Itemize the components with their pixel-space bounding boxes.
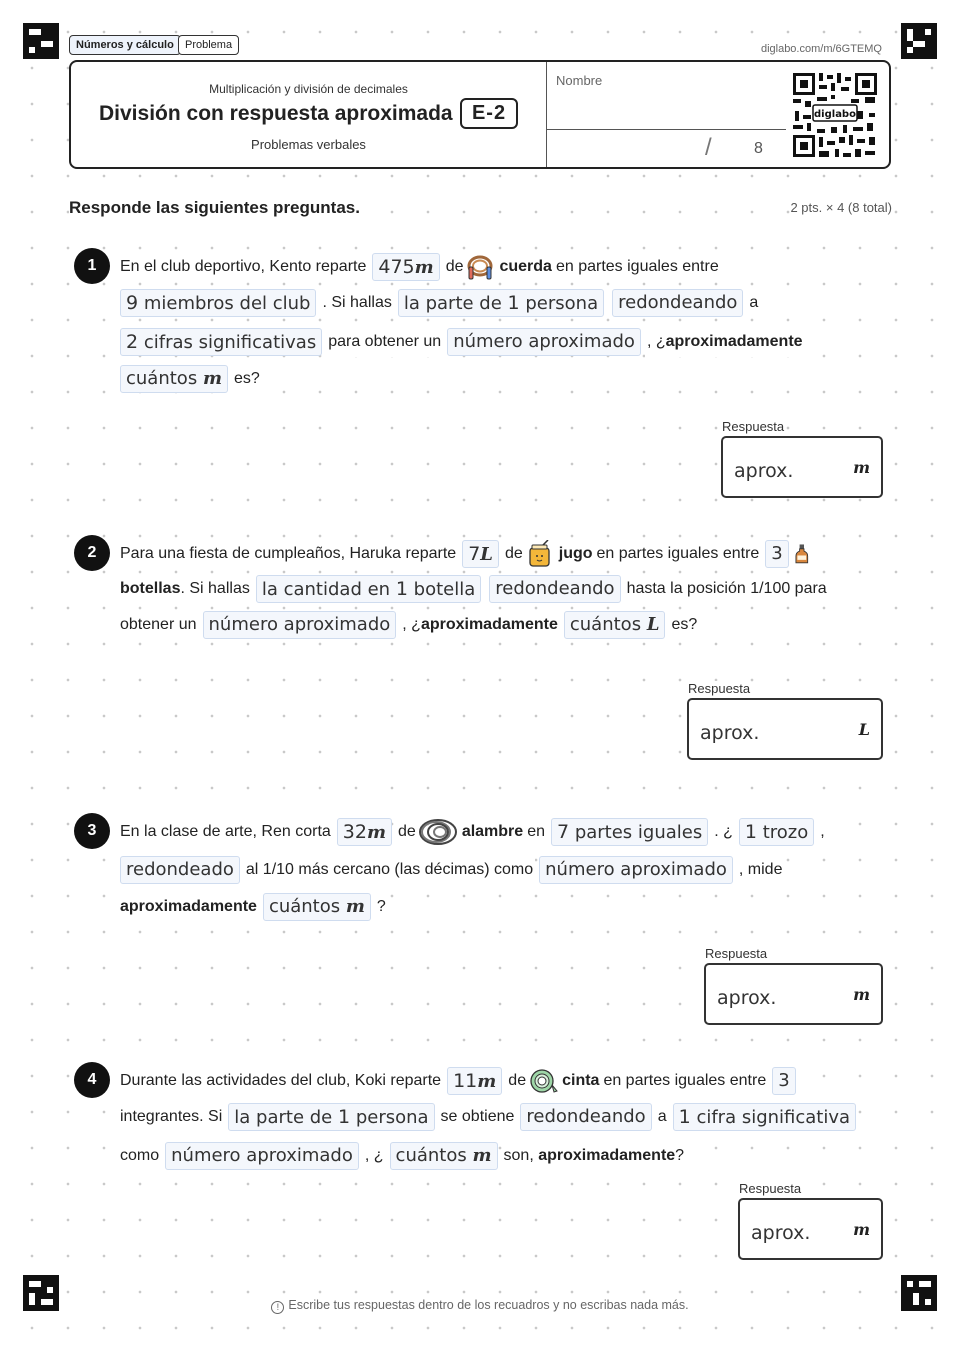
q4-share-count: 1	[337, 1106, 351, 1128]
q4-text: , ¿	[363, 1141, 386, 1171]
q2-box-approx: número aproximado	[203, 611, 397, 639]
q4-text: de	[506, 1066, 528, 1096]
q1-text: a	[747, 288, 760, 318]
info-icon: !	[271, 1301, 284, 1314]
q4-bold-text: aproximadamente	[538, 1147, 676, 1164]
q2-quantity-unit: L	[480, 544, 493, 565]
q1-quantity: 475	[378, 256, 415, 278]
q1-line-3	[118, 327, 805, 357]
q4-text: Durante las actividades del club, Koki reparte	[118, 1066, 443, 1096]
q3-text: . ¿	[712, 817, 735, 847]
q3-text: al 1/10 más cercano (las décimas) como	[244, 855, 535, 885]
q3-text: ,	[818, 817, 826, 847]
q1-text: para obtener un	[326, 327, 443, 357]
q1-text-punct: , ¿	[646, 333, 666, 350]
bottle-icon	[793, 540, 815, 568]
juice-icon	[525, 540, 555, 568]
answer-unit: m	[853, 458, 870, 477]
q4-text: integrantes. Si	[118, 1102, 224, 1132]
worksheet-code: E-2	[460, 98, 518, 129]
q1-quantity-unit: m	[414, 257, 434, 278]
q1-text: de	[444, 252, 466, 282]
q2-text: Para una fiesta de cumpleaños, Haruka reparte	[118, 539, 458, 569]
q4-share-unit: persona	[355, 1107, 429, 1128]
answer-box-3[interactable]	[704, 963, 883, 1025]
question-number-4: 4	[74, 1062, 110, 1098]
q3-piece-count: 1	[744, 821, 757, 843]
score-field[interactable]	[546, 130, 786, 167]
q1-text: . Si hallas	[320, 288, 393, 318]
q2-box-howmany	[564, 611, 666, 639]
q4-item: cinta	[560, 1066, 601, 1096]
header-subtitle: Multiplicación y división de decimales	[209, 82, 408, 96]
q1-text: en partes iguales entre	[554, 252, 721, 282]
q2-text: de	[503, 539, 525, 569]
worksheet-url: diglabo.com/m/6GTEMQ	[760, 43, 882, 55]
q4-box-sigfig	[673, 1103, 856, 1131]
q1-line-2	[118, 288, 760, 318]
q4-text: como	[118, 1141, 161, 1171]
q2-text	[400, 610, 560, 640]
q2-line-3	[118, 610, 699, 640]
q4-share-label: la parte de	[234, 1107, 333, 1128]
q1-share-label: la parte de	[403, 293, 502, 314]
answer-prefix: aprox.	[734, 460, 794, 482]
q1-share-unit: persona	[525, 293, 599, 314]
q2-amount-unit: botella	[413, 579, 476, 600]
name-field[interactable]	[546, 62, 786, 130]
points-summary: 2 pts. × 4 (8 total)	[790, 200, 892, 215]
tape-roll-icon	[528, 1067, 558, 1095]
q2-howmany-label: cuántos	[569, 614, 642, 635]
corner-marker-top-left	[23, 23, 59, 59]
header-topic: Problemas verbales	[251, 137, 366, 152]
qr-code-icon	[791, 71, 879, 159]
type-tag: Problema	[178, 35, 239, 55]
q2-quantity-box	[462, 540, 499, 568]
corner-marker-top-right	[901, 23, 937, 59]
q3-box-howmany	[263, 893, 371, 921]
q4-count-box: 3	[772, 1067, 795, 1095]
q2-bold-text: aproximadamente	[420, 616, 558, 633]
answer-label-3: Respuesta	[705, 946, 768, 961]
worksheet-header	[69, 60, 891, 169]
wire-coil-icon	[418, 818, 458, 846]
q2-quantity: 7	[468, 543, 481, 565]
q1-line-1	[118, 252, 721, 282]
answer-label-2: Respuesta	[688, 681, 751, 696]
answer-prefix: aprox.	[700, 722, 760, 744]
answer-label-1: Respuesta	[722, 419, 785, 434]
q4-text: en partes iguales entre	[601, 1066, 768, 1096]
q1-share-count: 1	[507, 292, 520, 314]
q1-howmany-label: cuántos	[126, 368, 198, 389]
q2-amount-count: 1	[395, 578, 408, 600]
q1-box-rounding: redondeando	[612, 289, 743, 317]
q4-quantity-unit: m	[477, 1071, 497, 1092]
q4-box-share	[228, 1103, 434, 1131]
q2-howmany-unit: L	[646, 614, 660, 635]
q2-text: en partes iguales entre	[595, 539, 762, 569]
q2-amount-label: la cantidad en	[261, 579, 391, 600]
q3-parts-label: partes iguales	[574, 822, 703, 843]
q3-howmany-unit: m	[345, 896, 365, 917]
score-slash: /	[705, 134, 712, 161]
page-title: División con respuesta aproximada	[99, 102, 453, 125]
answer-label-4: Respuesta	[739, 1181, 802, 1196]
q4-box-approx: número aproximado	[165, 1142, 359, 1170]
footer-text-wrap	[271, 1298, 688, 1312]
rope-icon	[465, 253, 495, 281]
q2-text-after: . Si hallas	[180, 580, 250, 597]
q2-item: jugo	[557, 539, 595, 569]
q3-box-approx: número aproximado	[539, 856, 733, 884]
q1-box-approx: número aproximado	[447, 328, 641, 356]
q4-line-1	[118, 1066, 800, 1096]
q2-text-punct: , ¿	[402, 616, 421, 633]
q3-line-3	[118, 892, 388, 922]
qr-label: diglabo	[814, 109, 856, 120]
q1-line-4	[118, 364, 262, 394]
q3-box-piece	[739, 818, 814, 846]
q3-text: de	[396, 817, 418, 847]
question-number-3: 3	[74, 813, 110, 849]
q4-sigfig-count: 1	[678, 1106, 691, 1128]
answer-box-4[interactable]	[738, 1198, 883, 1260]
q1-members-count: 9	[126, 292, 139, 314]
q2-count-box: 3	[765, 540, 788, 568]
q3-text: , mide	[737, 855, 785, 885]
score-total: 8	[754, 140, 763, 157]
q4-text-end: ?	[675, 1147, 685, 1164]
q3-line-2	[118, 855, 784, 885]
q3-quantity-unit: m	[366, 822, 387, 843]
q1-text	[645, 327, 805, 357]
q3-line-1	[118, 817, 827, 847]
q2-text: obtener un	[118, 610, 199, 640]
question-number-2: 2	[74, 535, 110, 571]
answer-box-2[interactable]	[687, 698, 883, 760]
answer-unit: L	[858, 720, 870, 739]
q1-quantity-box	[372, 253, 439, 281]
answer-unit: m	[853, 1220, 870, 1239]
q1-sigfigs-label: cifras significativas	[143, 332, 317, 353]
q4-text	[502, 1141, 687, 1171]
q3-text: en	[525, 817, 547, 847]
q4-box-rounding: redondeando	[520, 1103, 651, 1131]
q3-item: alambre	[460, 817, 525, 847]
q1-item: cuerda	[497, 252, 553, 282]
q1-box-share	[398, 289, 604, 317]
category-tag: Números y cálculo	[69, 35, 181, 55]
q3-text: En la clase de arte, Ren corta	[118, 817, 333, 847]
q2-text: hasta la posición 1/100 para	[625, 574, 829, 604]
footer-note	[0, 1298, 960, 1314]
q1-howmany-unit: m	[202, 368, 222, 389]
q3-parts-count: 7	[556, 821, 570, 843]
q4-line-3	[118, 1141, 686, 1171]
q4-box-howmany	[390, 1142, 498, 1170]
question-number-1: 1	[74, 248, 110, 284]
q1-text: es?	[232, 364, 262, 394]
q4-line-2	[118, 1102, 860, 1132]
answer-prefix: aprox.	[717, 987, 777, 1009]
q2-bold-text: botellas	[120, 580, 181, 597]
q4-quantity-box	[447, 1067, 502, 1095]
q1-text: En el club deportivo, Kento reparte	[118, 252, 368, 282]
q1-sigfigs-count: 2	[126, 331, 139, 353]
q2-line-2	[118, 574, 829, 604]
q1-bold-text: aproximadamente	[665, 333, 803, 350]
q4-text-son: son,	[503, 1147, 534, 1164]
q3-piece-label: trozo	[762, 822, 809, 843]
q4-text: se obtiene	[439, 1102, 517, 1132]
q2-text	[118, 574, 252, 604]
q3-box-parts	[551, 818, 708, 846]
q4-sigfig-label: cifra significativa	[696, 1107, 851, 1128]
q3-quantity: 32	[342, 821, 367, 843]
q2-line-1	[118, 539, 817, 569]
q1-box-howmany	[120, 365, 228, 393]
q3-bold-text: aproximadamente	[118, 892, 259, 922]
q1-members-label: miembros del club	[143, 293, 311, 314]
header-title-area	[71, 62, 546, 167]
q4-howmany-label: cuántos	[395, 1145, 467, 1166]
q4-text: a	[656, 1102, 669, 1132]
q2-box-rounding: redondeando	[489, 575, 620, 603]
answer-unit: m	[853, 985, 870, 1004]
q3-howmany-label: cuántos	[268, 896, 341, 917]
answer-box-1[interactable]	[721, 436, 883, 498]
answer-prefix: aprox.	[751, 1222, 811, 1244]
q3-quantity-box	[337, 818, 392, 846]
name-label: Nombre	[556, 73, 603, 88]
q1-box-sigfigs	[120, 328, 322, 356]
q4-howmany-unit: m	[472, 1145, 492, 1166]
q2-text: es?	[669, 610, 699, 640]
q1-box-members	[120, 289, 316, 317]
q4-quantity: 11	[453, 1070, 478, 1092]
q2-box-amount	[256, 575, 481, 603]
footer-text: Escribe tus respuestas dentro de los recuadros y no escribas nada más.	[288, 1298, 689, 1312]
q3-box-rounded: redondeado	[120, 856, 240, 884]
instructions: Responde las siguientes preguntas.	[69, 198, 360, 217]
q3-text: ?	[375, 892, 388, 922]
